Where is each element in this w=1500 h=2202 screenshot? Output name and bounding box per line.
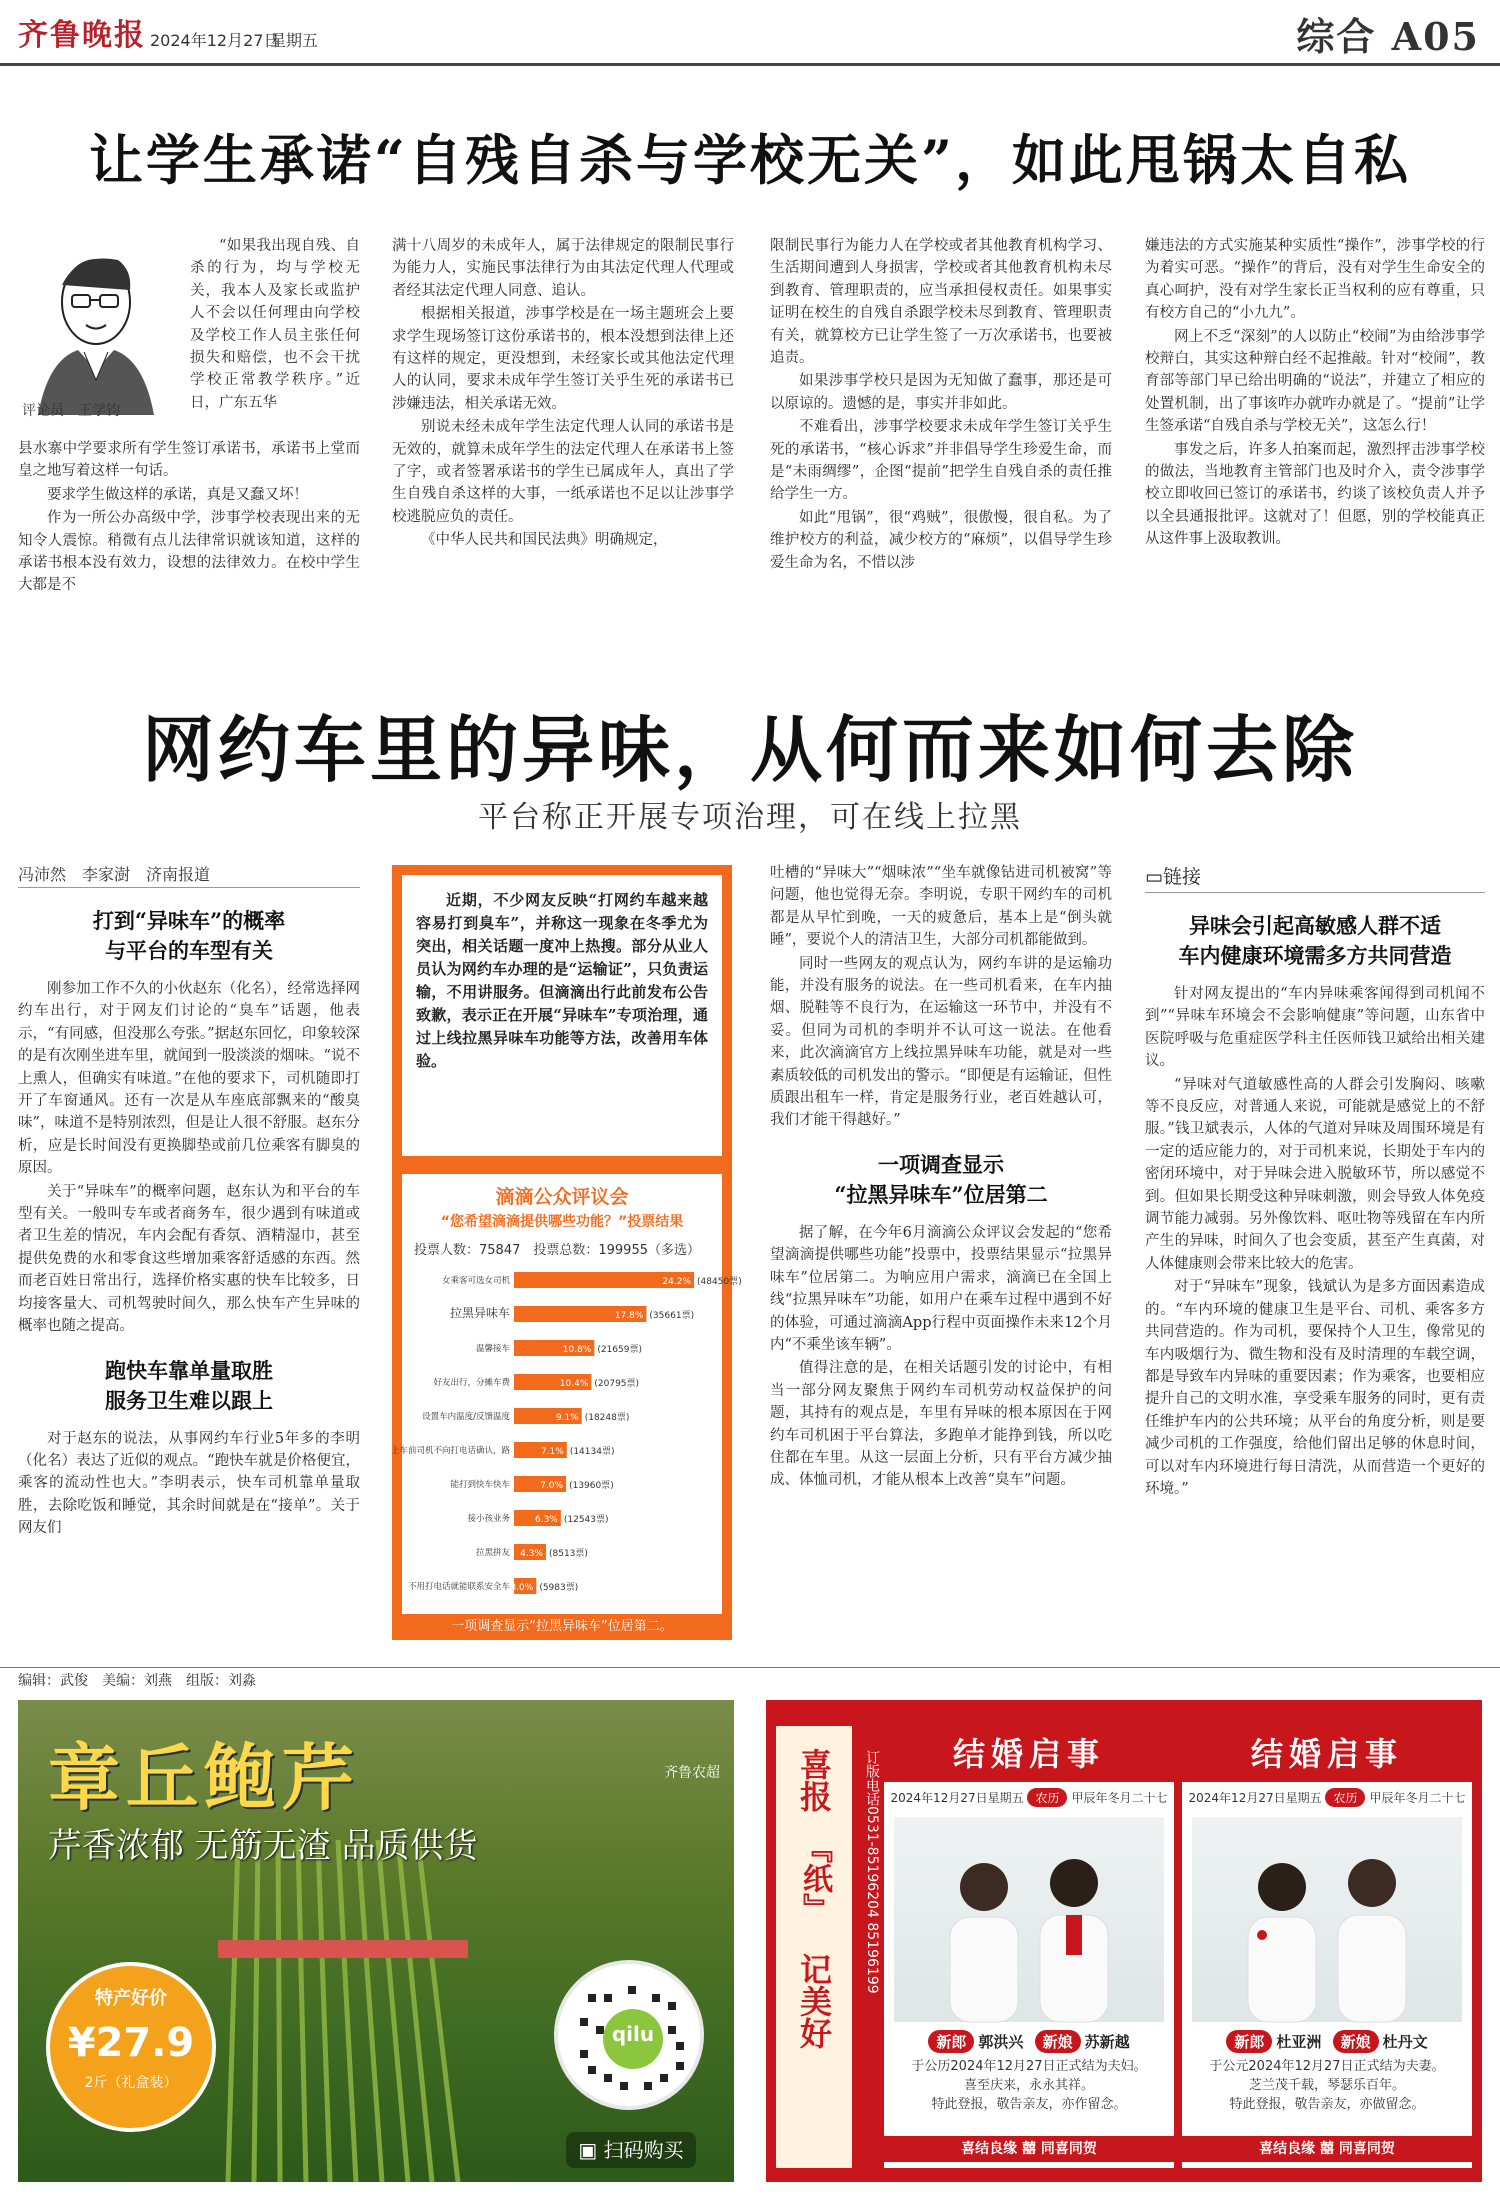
article1-paragraph: 《中华人民共和国民法典》明确规定，: [421, 532, 668, 549]
article1-paragraph: 作为一所公办高级中学，涉事学校表现出来的无知令人震惊。稍微有点儿法律常识就该知道，这样的承诺书根本没有效力，设想的法律效力。在校中学生大都是不: [18, 510, 360, 594]
chart-count-label: (48450票): [697, 1277, 742, 1287]
groom-tag: 新郎: [928, 2030, 974, 2053]
chart-category-label: 温馨接车: [475, 1344, 510, 1354]
chart-count-label: (13960票): [569, 1481, 614, 1491]
chart-title: 滴滴公众评议会: [495, 1186, 629, 1208]
chart-count-label: (12543票): [563, 1515, 609, 1525]
bride-tag: 新娘: [1333, 2030, 1379, 2053]
article1-paragraph: 要求学生做这样的承诺，真是又蠢又坏！: [47, 486, 308, 503]
chart-caption: 一项调查显示“拉黑异味车”位居第二。: [451, 1619, 673, 1634]
wedding-text: 芝兰茂千载，琴瑟乐百年。: [1248, 2078, 1405, 2093]
article2-intro: 近期，不少网友反映“打网约车越来越容易打到臭车”，并称这一现象在冬季尤为突出，相关话题一度冲上热搜。部分从业人员认为网约车办理的是“运输证”，只负责运输，不用讲服务。但滴滴出行此前发布公告致歉，表示正在开展“异味车”专项治理，通过上线拉黑异味车功能等方法，改善用车体验。: [402, 875, 722, 1156]
article2-paragraph: 对于赵东的说法，从事网约车行业5年多的李明（化名）表达了近似的观点。“跑快车就是价格便宜，乘客的流动性也大。”李明表示，快车司机靠单量取胜，去除吃饭和睡觉，其余时间就是在“接单”。关于网友们: [18, 1430, 360, 1537]
couple-names: [1182, 2030, 1472, 2053]
wedding-text: 特此登报，敬告亲友，亦作留念。: [931, 2097, 1127, 2112]
celery-ad-title: 章丘鲍芹: [48, 1735, 361, 1820]
chart-count-label: (20795票): [594, 1379, 640, 1389]
groom-name: 郭洪兴: [978, 2033, 1024, 2051]
article1-title: 让学生承诺“自残自杀与学校无关”，如此甩锅太自私: [88, 128, 1412, 192]
article2-paragraph: 据了解，在今年6月滴滴公众评议会发起的“您希望滴滴提供哪些功能”投票中，投票结果显示“拉黑异味车”位居第二。为响应用户需求，滴滴已在全国上线“拉黑异味车”功能，如用户在乘车过程中遇到不好的体验，可通过滴滴App行程中页面操作未来12个月内“不乘坐该车辆”。: [770, 1224, 1112, 1353]
chart-category-label: 能打到快车快车: [450, 1480, 510, 1490]
chart-count-label: (35661票): [649, 1311, 695, 1321]
article1-col4: [1145, 235, 1485, 643]
groom-name: 杜亚洲: [1276, 2033, 1322, 2051]
article2-section-heading: 打到“异味车”的概率 与平台的车型有关: [92, 908, 286, 963]
chart-category-label: 女乘客可选女司机: [441, 1276, 510, 1286]
wedding-card-footer: [1182, 2136, 1472, 2162]
article2-paragraph: 针对网友提出的“车内异味乘客闻得到司机闻不到”“异味车环境会不会影响健康”等问题，山东省中医院呼吸与危重症医学科主任医师钱卫斌给出相关建议。: [1145, 986, 1485, 1070]
article1-col1: [18, 438, 360, 643]
wedding-date: 2024年12月27日星期五: [890, 1791, 1024, 1805]
article2-col4: [1145, 862, 1485, 1652]
wedding-date: 2024年12月27日星期五: [1188, 1791, 1322, 1805]
article2-paragraph: 吐槽的“异味大”“烟味浓”“坐车就像钻进司机被窝”等问题，他也觉得无奈。李明说，专职干网约车的司机都是从早忙到晚，一天的疲惫后，基本上是“倒头就睡”，要说个人的清洁卫生，大部分司机都能做到。: [770, 865, 1112, 949]
footer-rule: [0, 1667, 1500, 1668]
couple-names: [884, 2030, 1174, 2053]
wedding-card-title: 结婚启事: [884, 1726, 1174, 1782]
chart-category-label: 拉黑拼友: [475, 1548, 510, 1558]
celery-spec: 2斤（礼盒装）: [84, 2075, 178, 2091]
qr-code[interactable]: [554, 1960, 704, 2110]
chart-value-label: 4.3%: [520, 1549, 543, 1559]
article1-paragraph: 根据相关报道，涉事学校是在一场主题班会上要求学生现场签订这份承诺书的，根本没想到法律上还有这样的规定，更没想到，未经家长或其他法定代理人的认同，要求未成年学生签订关乎生死的承诺书已涉嫌违法，相关承诺无效。: [392, 306, 734, 412]
article2-col3: [770, 862, 1112, 1652]
chart-count-label: (18248票): [584, 1413, 630, 1423]
scan-to-buy-button[interactable]: [566, 2132, 696, 2168]
article2-paragraph: 同时一些网友的观点认为，网约车讲的是运输功能，并没有服务的说法。在一些司机看来，在车内抽烟、脱鞋等不良行为，在运输这一环节中，并没有不妥。但同为司机的李明并不认可这一说法。在他看来，此次滴滴官方上线拉黑异味车功能，就是对一些素质较低的司机发出的警示。“即便是有运输证，但性质跟出租车一样，肯定是服务行业，老百姓越认可，我们才能干得越好。”: [770, 955, 1112, 1129]
article1-paragraph: 事发之后，许多人拍案而起，激烈抨击涉事学校的做法，当地教育主管部门也及时介入，责令涉事学校立即收回已签订的承诺书，约谈了该校负责人并予以全县通报批评。这就对了！但愿，别的学校能真正从这件事上汲取教训。: [1145, 441, 1485, 548]
chart-value-label: 7.1%: [540, 1447, 564, 1457]
celery-badge-label: 特产好价: [95, 1988, 167, 2009]
link-sidebar-label: [1145, 862, 1485, 893]
wedding-text: 于公历2024年12月27日正式结为夫妇。: [911, 2059, 1147, 2074]
article1-col3: [770, 235, 1112, 643]
wedding-card-title: 结婚启事: [1182, 1726, 1472, 1782]
footer-right: 同喜同贺: [1040, 2141, 1097, 2157]
cart-icon: ▣: [578, 2138, 598, 2162]
bar-chart-svg: [390, 1262, 742, 1622]
article1-paragraph: 限制民事行为能力人在学校或者其他教育机构学习、生活期间遭到人身损害，学校或者其他教育机构未尽到教育、管理职责的，应当承担侵权责任。如果事实证明在校生的自残自杀跟学校未尽到教育、管理职责有关，就算校方已让学生签了一万次承诺书，也要被追责。: [770, 238, 1112, 367]
chart-count-label: (21659票): [597, 1345, 643, 1355]
wedding-side-panel: [776, 1726, 852, 2168]
wedding-card-date: [1182, 1788, 1472, 1807]
article1-paragraph: 不难看出，涉事学校要求未成年学生签订关乎生死的承诺书，“核心诉求”并非倡导学生珍爱生命，而是“未雨绸缪”，企图“提前”把学生自残自杀的责任推给学生一方。: [770, 419, 1112, 503]
chart-value-label: 6.3%: [534, 1515, 558, 1525]
chart-value-label: 3.0%: [510, 1583, 534, 1593]
article1-paragraph: 网上不乏“深刻”的人以防止“校闹”为由给涉事学校辩白，其实这种辩白经不起推敲。针对“校闹”，教育部等部门早已给出明确的“说法”，并建立了相应的处置机制，出了事该咋办就咋办就是了。“提前”让学生签承诺“自残自杀与学校无关”，这怎么行！: [1145, 328, 1485, 435]
article2-section-heading: 异味会引起高敏感人群不适 车内健康环境需多方共同营造: [1178, 913, 1452, 968]
article2-section-heading: 跑快车靠单量取胜 服务卫生难以跟上: [105, 1357, 273, 1413]
author-label: 评论员 王学钧: [22, 403, 120, 419]
section-label: 综合 A05: [1296, 14, 1480, 59]
scan-label: 扫码购买: [603, 2138, 684, 2162]
lunar-tag: 农历: [1325, 1788, 1365, 1807]
chart-value-label: 7.0%: [540, 1481, 564, 1491]
celery-price-badge: [46, 1962, 216, 2132]
celery-brand: 齐鲁农超: [664, 1765, 720, 1781]
footer-left: 喜结良缘: [1259, 2141, 1316, 2157]
intro-and-chart-panel: [390, 865, 742, 1640]
wedding-text: 特此登报，敬告亲友，亦做留念。: [1229, 2097, 1425, 2112]
article1-col2: [392, 235, 734, 643]
bride-name: 苏新越: [1084, 2033, 1130, 2051]
lunar-tag: 农历: [1027, 1788, 1067, 1807]
double-happiness-icon: 囍: [1320, 2141, 1334, 2157]
article2-paragraph: 对于“异味车”现象，钱斌认为是多方面因素造成的。“车内环境的健康卫生是平台、司机、乘客多方共同营造的。作为司机，要保持个人卫生，像常见的车内吸烟行为、微生物和没有及时清理的车载空调，都是导致车内异味的重要因素；作为乘客，也要相应提升自己的文明水准，享受乘车服务的同时，更有责任维护车内的公共环境；从平台的角度分析，则是要减少司机的工作强度，给他们留出足够的休息时间，可以对车内环境进行每日清洗，从而营造一个更好的环境。”: [1145, 1279, 1485, 1497]
link-icon: ▭: [1145, 866, 1163, 888]
chart-stats: 投票人数：75847 投票总数：199955（多选）: [414, 1243, 700, 1258]
celery-ad-slogan: 芹香浓郁 无筋无渣 品质供货: [48, 1826, 478, 1866]
article2-paragraph: “异味对气道敏感性高的人群会引发胸闷、咳嗽等不良反应，对普通人来说，可能就是感觉上的不舒服。”钱卫斌表示，人体的气道对异味及周围环境是有一定的适应能力的，对于司机来说，长期处于车内的密闭环境中，对于异味会进入脱敏环节，所以感觉不到。但如果长期受这种异味刺激，则会导致人体免疫调节能力减弱。另外像饮料、呕吐物等残留在车内所产生的异味，时间久了也会变质，甚至产生真菌，对人体健康则会带来比较大的危害。: [1145, 1076, 1485, 1272]
article1-paragraph: 嫌违法的方式实施某种实质性“操作”，涉事学校的行为着实可恶。“操作”的背后，没有对学生生命安全的真心呵护，没有对学生家长正当权利的应有尊重，只有校方自己的“小九九”。: [1145, 238, 1485, 322]
article2-title: 网约车里的异味，从何而来如何去除: [141, 707, 1358, 792]
article2-subtitle: 平台称正开展专项治理，可在线上拉黑: [478, 800, 1022, 835]
groom-tag: 新郎: [1226, 2030, 1272, 2053]
couple-photo: [894, 1817, 1164, 2022]
wedding-card: [1182, 1726, 1472, 2168]
wedding-ad: [766, 1700, 1482, 2182]
article1-col1-top: [190, 235, 360, 435]
article1-paragraph: 别说未经未成年学生法定代理人认同的承诺书是无效的，就算未成年学生的法定代理人在承诺书上签了字，或者签署承诺书的学生已属成年人，真出了学生自残自杀这样的大事，一纸承诺也不足以让涉事学校逃脱应负的责任。: [392, 419, 734, 525]
article1-paragraph: “如果我出现自残、自杀的行为，均与学校无关，我本人及家长或监护人不会以任何理由向学校及学校工作人员主张任何损失和赔偿，也不会干扰学校正常教学秩序。”近日，广东五华: [190, 238, 360, 411]
chart-value-label: 17.8%: [614, 1311, 644, 1321]
couple-photo: [1192, 1817, 1462, 2022]
celery-price: ¥27.9: [67, 2020, 195, 2066]
masthead-logo: 齐鲁晚报: [18, 18, 146, 53]
lunar-date: 甲辰年冬月二十七: [1369, 1791, 1466, 1805]
issue-date: 2024年12月27日: [150, 31, 280, 50]
article1-paragraph: 如果涉事学校只是因为无知做了蠢事，那还是可以原谅的。遗憾的是，事实并非如此。: [770, 373, 1112, 412]
chart-count-label: (5983票): [539, 1583, 579, 1593]
link-label: 链接: [1162, 866, 1201, 888]
chart-count-label: (14134票): [569, 1447, 615, 1457]
wedding-side-paper: 『纸』: [797, 1833, 832, 1923]
chart-subtitle: “您希望滴滴提供哪些功能？”投票结果: [440, 1214, 684, 1230]
article2-paragraph: 值得注意的是，在相关话题引发的讨论中，有相当一部分网友聚焦于网约车司机劳动权益保护的问题，其持有的观点是，车里有异味的根本原因在于网约车司机困于平台算法，多跑单才能挣到钱，所以吃住都在车里。从这一层面上分析，只有平台方减少抽成、体恤司机，才能从根本上改善“臭车”问题。: [770, 1360, 1112, 1489]
article1-paragraph: 县水寨中学要求所有学生签订承诺书，承诺书上堂而皇之地写着这样一句话。: [18, 441, 360, 480]
couple-silhouette-icon: [1192, 1817, 1462, 2022]
chart-category-label: 拉黑异味车: [449, 1306, 510, 1320]
chart-value-label: 10.8%: [562, 1345, 592, 1355]
page-header: [0, 0, 1500, 66]
article1-paragraph: 满十八周岁的未成年人，属于法律规定的限制民事行为能力人，实施民事法律行为由其法定代理人代理或者经其法定代理人同意、追认。: [392, 238, 734, 299]
wedding-card-footer: [884, 2136, 1174, 2162]
article2-byline: 冯沛然 李家澍 济南报道: [18, 862, 360, 888]
wedding-side-top: 喜报: [795, 1748, 833, 1812]
article2-paragraph: 刚参加工作不久的小伙赵东（化名），经常选择网约车出行，对于网友们讨论的“臭车”话题，他表示，“有同感，但没那么夸张。”据赵东回忆，印象较深的是有次刚坐进车里，就闻到一股淡淡的烟味。“说不上熏人，但确实有味道。”在他的要求下，司机随即打开了车窗通风。还有一次是从车座底部飘来的“酸臭味”，味道不是特别浓烈，但是让人很不舒服。赵东分析，应是长时间没有更换脚垫或前几位乘客有脚臭的原因。: [18, 981, 360, 1177]
chart-category-label: 接小孩业务: [467, 1514, 510, 1524]
footer-right: 同喜同贺: [1338, 2141, 1395, 2157]
chart-category-label: 设置车内温度/反馈温度: [422, 1412, 510, 1422]
qr-brand: qilu: [611, 2022, 655, 2046]
article1-paragraph: 如此“甩锅”，很“鸡贼”，很傲慢，很自私。为了维护校方的利益，减少校方的“麻烦”，以倡导学生珍爱生命为名，不惜以涉: [770, 509, 1112, 571]
bride-name: 杜丹文: [1382, 2033, 1428, 2051]
wedding-side-bottom: 记美好: [795, 1953, 833, 2049]
chart-value-label: 10.4%: [559, 1379, 589, 1389]
chart-value-label: 24.2%: [662, 1277, 692, 1287]
footer-left: 喜结良缘: [961, 2141, 1018, 2157]
issue-weekday: 星期五: [270, 31, 319, 50]
article2-paragraph: 关于“异味车”的概率问题，赵东认为和平台的车型有关。一般叫专车或者商务车，很少遇到有味道或者卫生差的情况，车内会配有香氛、酒精湿巾，甚至提供免费的水和零食这些增加乘客舒适感的东西。然而老百姓日常出行，选择价格实惠的快车比较多，日均接客量大、司机驾驶时间久，那么快车产生异味的概率也随之提高。: [18, 1183, 360, 1335]
lunar-date: 甲辰年冬月二十七: [1071, 1791, 1168, 1805]
chart-value-label: 9.1%: [555, 1413, 579, 1423]
wedding-card: [884, 1726, 1174, 2168]
author-portrait: [18, 240, 168, 415]
wedding-card-date: [884, 1788, 1174, 1807]
article2-section-heading: 一项调查显示 “拉黑异味车”位居第二: [834, 1151, 1048, 1207]
article2-col1: [18, 862, 360, 1652]
wedding-text: 喜至庆来，永永其祥。: [963, 2078, 1094, 2093]
wedding-text: 于公元2024年12月27日正式结为夫妻。: [1209, 2059, 1445, 2074]
couple-silhouette-icon: [894, 1817, 1164, 2022]
editor-credits: 编辑：武俊 美编：刘燕 组版：刘淼: [18, 1673, 256, 1689]
wedding-side-phone: 订版电话0531-85196204 85196199: [864, 1750, 880, 1994]
poll-chart: [390, 1174, 742, 1614]
double-happiness-icon: 囍: [1022, 2141, 1036, 2157]
chart-category-label: 不用打电话就能联系安全车: [407, 1582, 510, 1592]
chart-category-label: 上车前司机不向打电话确认，路: [390, 1446, 510, 1456]
bride-tag: 新娘: [1035, 2030, 1081, 2053]
celery-ad: [18, 1700, 734, 2182]
chart-category-label: 好友出行，分摊车费: [433, 1378, 510, 1388]
chart-count-label: (8513票): [548, 1549, 588, 1559]
